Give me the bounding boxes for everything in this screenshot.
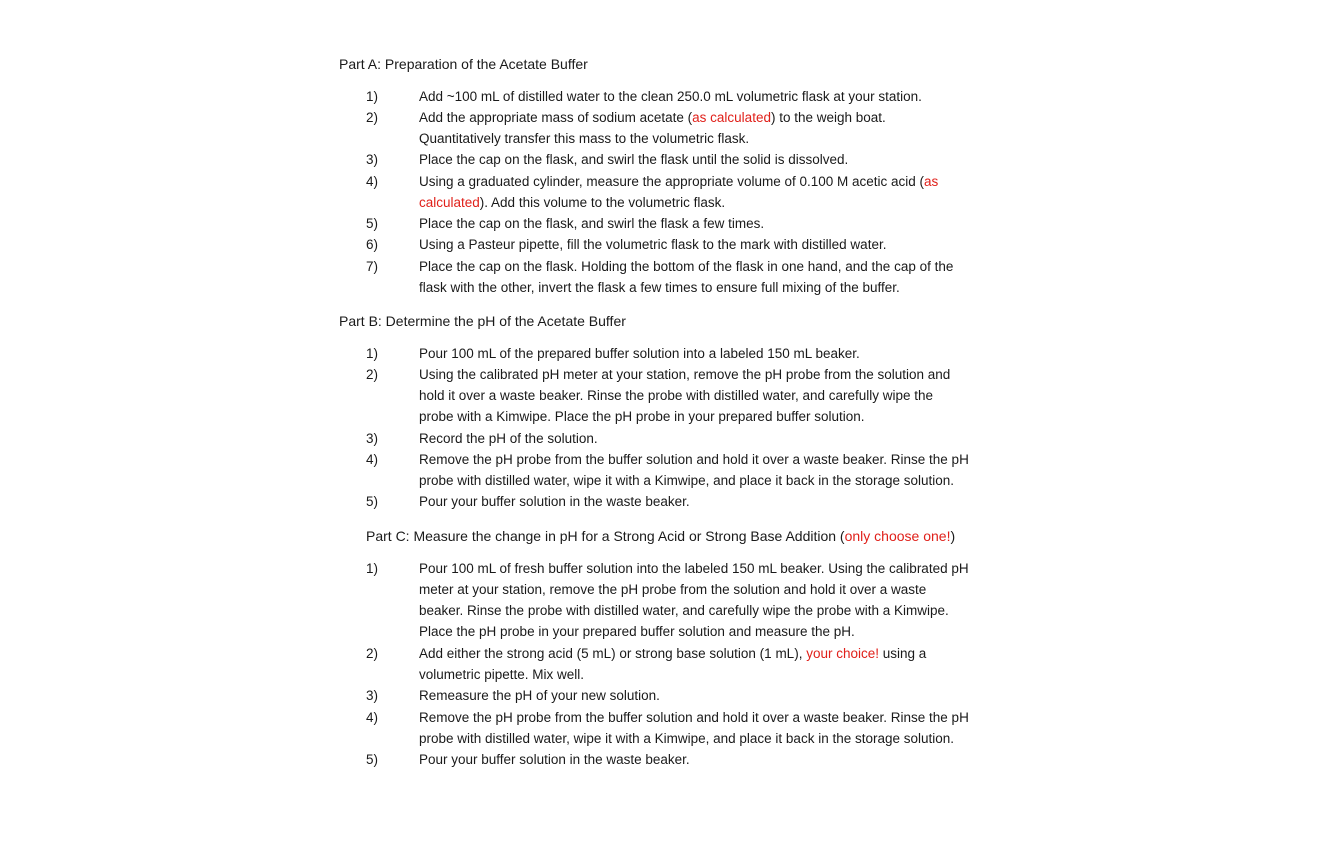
step-text: Add either the strong acid (5 mL) or strong base solution (1 mL), your choice! using a volumetric pipette. Mix well.	[419, 646, 927, 682]
step-number: 1)	[366, 89, 379, 104]
part-a-heading: Part A: Preparation of the Acetate Buffer	[339, 56, 588, 72]
step-number: 2)	[366, 367, 379, 382]
step-number: 1)	[366, 346, 379, 361]
step-number: 1)	[366, 561, 379, 576]
step-number: 3)	[366, 152, 379, 167]
step-number: 4)	[366, 452, 379, 467]
highlight-text: as calculated	[692, 110, 771, 125]
step-text: Remeasure the pH of your new solution.	[419, 688, 660, 703]
step-number: 5)	[366, 752, 379, 767]
step-number: 7)	[366, 259, 379, 274]
step-text: Add ~100 mL of distilled water to the clean 250.0 mL volumetric flask at your station.	[419, 89, 922, 104]
step-number: 2)	[366, 110, 379, 125]
step-text: Using a Pasteur pipette, fill the volumetric flask to the mark with distilled water.	[419, 237, 887, 252]
step-text: Place the cap on the flask. Holding the bottom of the flask in one hand, and the cap of the flask with the other, invert the flask a few times to ensure full mixing of the buffer.	[419, 259, 954, 295]
step-text: Pour 100 mL of fresh buffer solution into the labeled 150 mL beaker. Using the calibrated pH meter at your station, remove the pH probe from the solution and hold it over a waste beaker. Rinse the probe with distilled water, and carefully wipe the probe with a Kimwipe. Place the pH probe in your prepared buffer solution and measure the pH.	[419, 561, 969, 639]
step-text: Pour your buffer solution in the waste beaker.	[419, 494, 690, 509]
step-text: Place the cap on the flask, and swirl the flask a few times.	[419, 216, 765, 231]
step-number: 3)	[366, 431, 379, 446]
step-number: 2)	[366, 646, 379, 661]
step-text: Pour 100 mL of the prepared buffer solution into a labeled 150 mL beaker.	[419, 346, 860, 361]
step-number: 5)	[366, 494, 379, 509]
highlight-text: your choice!	[806, 646, 879, 661]
step-number: 6)	[366, 237, 379, 252]
step-text: Pour your buffer solution in the waste beaker.	[419, 752, 690, 767]
step-text: Remove the pH probe from the buffer solution and hold it over a waste beaker. Rinse the pH probe with distilled water, wipe it with a Kimwipe, and place it back in the storage solution.	[419, 452, 969, 488]
step-text: Record the pH of the solution.	[419, 431, 598, 446]
step-text: Using the calibrated pH meter at your station, remove the pH probe from the solution and hold it over a waste beaker. Rinse the probe with distilled water, and carefully wipe the probe with a Kimwipe. Place the pH probe in your prepared buffer solution.	[419, 367, 951, 424]
part-c-heading: Part C: Measure the change in pH for a Strong Acid or Strong Base Addition (only choose one!)	[366, 528, 956, 544]
highlight-text: only choose one!	[844, 528, 951, 544]
part-b-heading: Part B: Determine the pH of the Acetate Buffer	[339, 313, 626, 329]
step-number: 5)	[366, 216, 379, 231]
step-text: Remove the pH probe from the buffer solution and hold it over a waste beaker. Rinse the pH probe with distilled water, wipe it with a Kimwipe, and place it back in the storage solution.	[419, 710, 969, 746]
step-text: Using a graduated cylinder, measure the appropriate volume of 0.100 M acetic acid (as calculated). Add this volume to the volumetric flask.	[419, 174, 939, 210]
step-text: Add the appropriate mass of sodium acetate (as calculated) to the weigh boat. Quantitatively transfer this mass to the volumetric flask.	[419, 110, 886, 146]
step-text: Place the cap on the flask, and swirl the flask until the solid is dissolved.	[419, 152, 849, 167]
step-number: 4)	[366, 710, 379, 725]
step-number: 4)	[366, 174, 379, 189]
highlight-text: calculated	[419, 195, 480, 210]
highlight-text: as	[924, 174, 939, 189]
step-number: 3)	[366, 688, 379, 703]
